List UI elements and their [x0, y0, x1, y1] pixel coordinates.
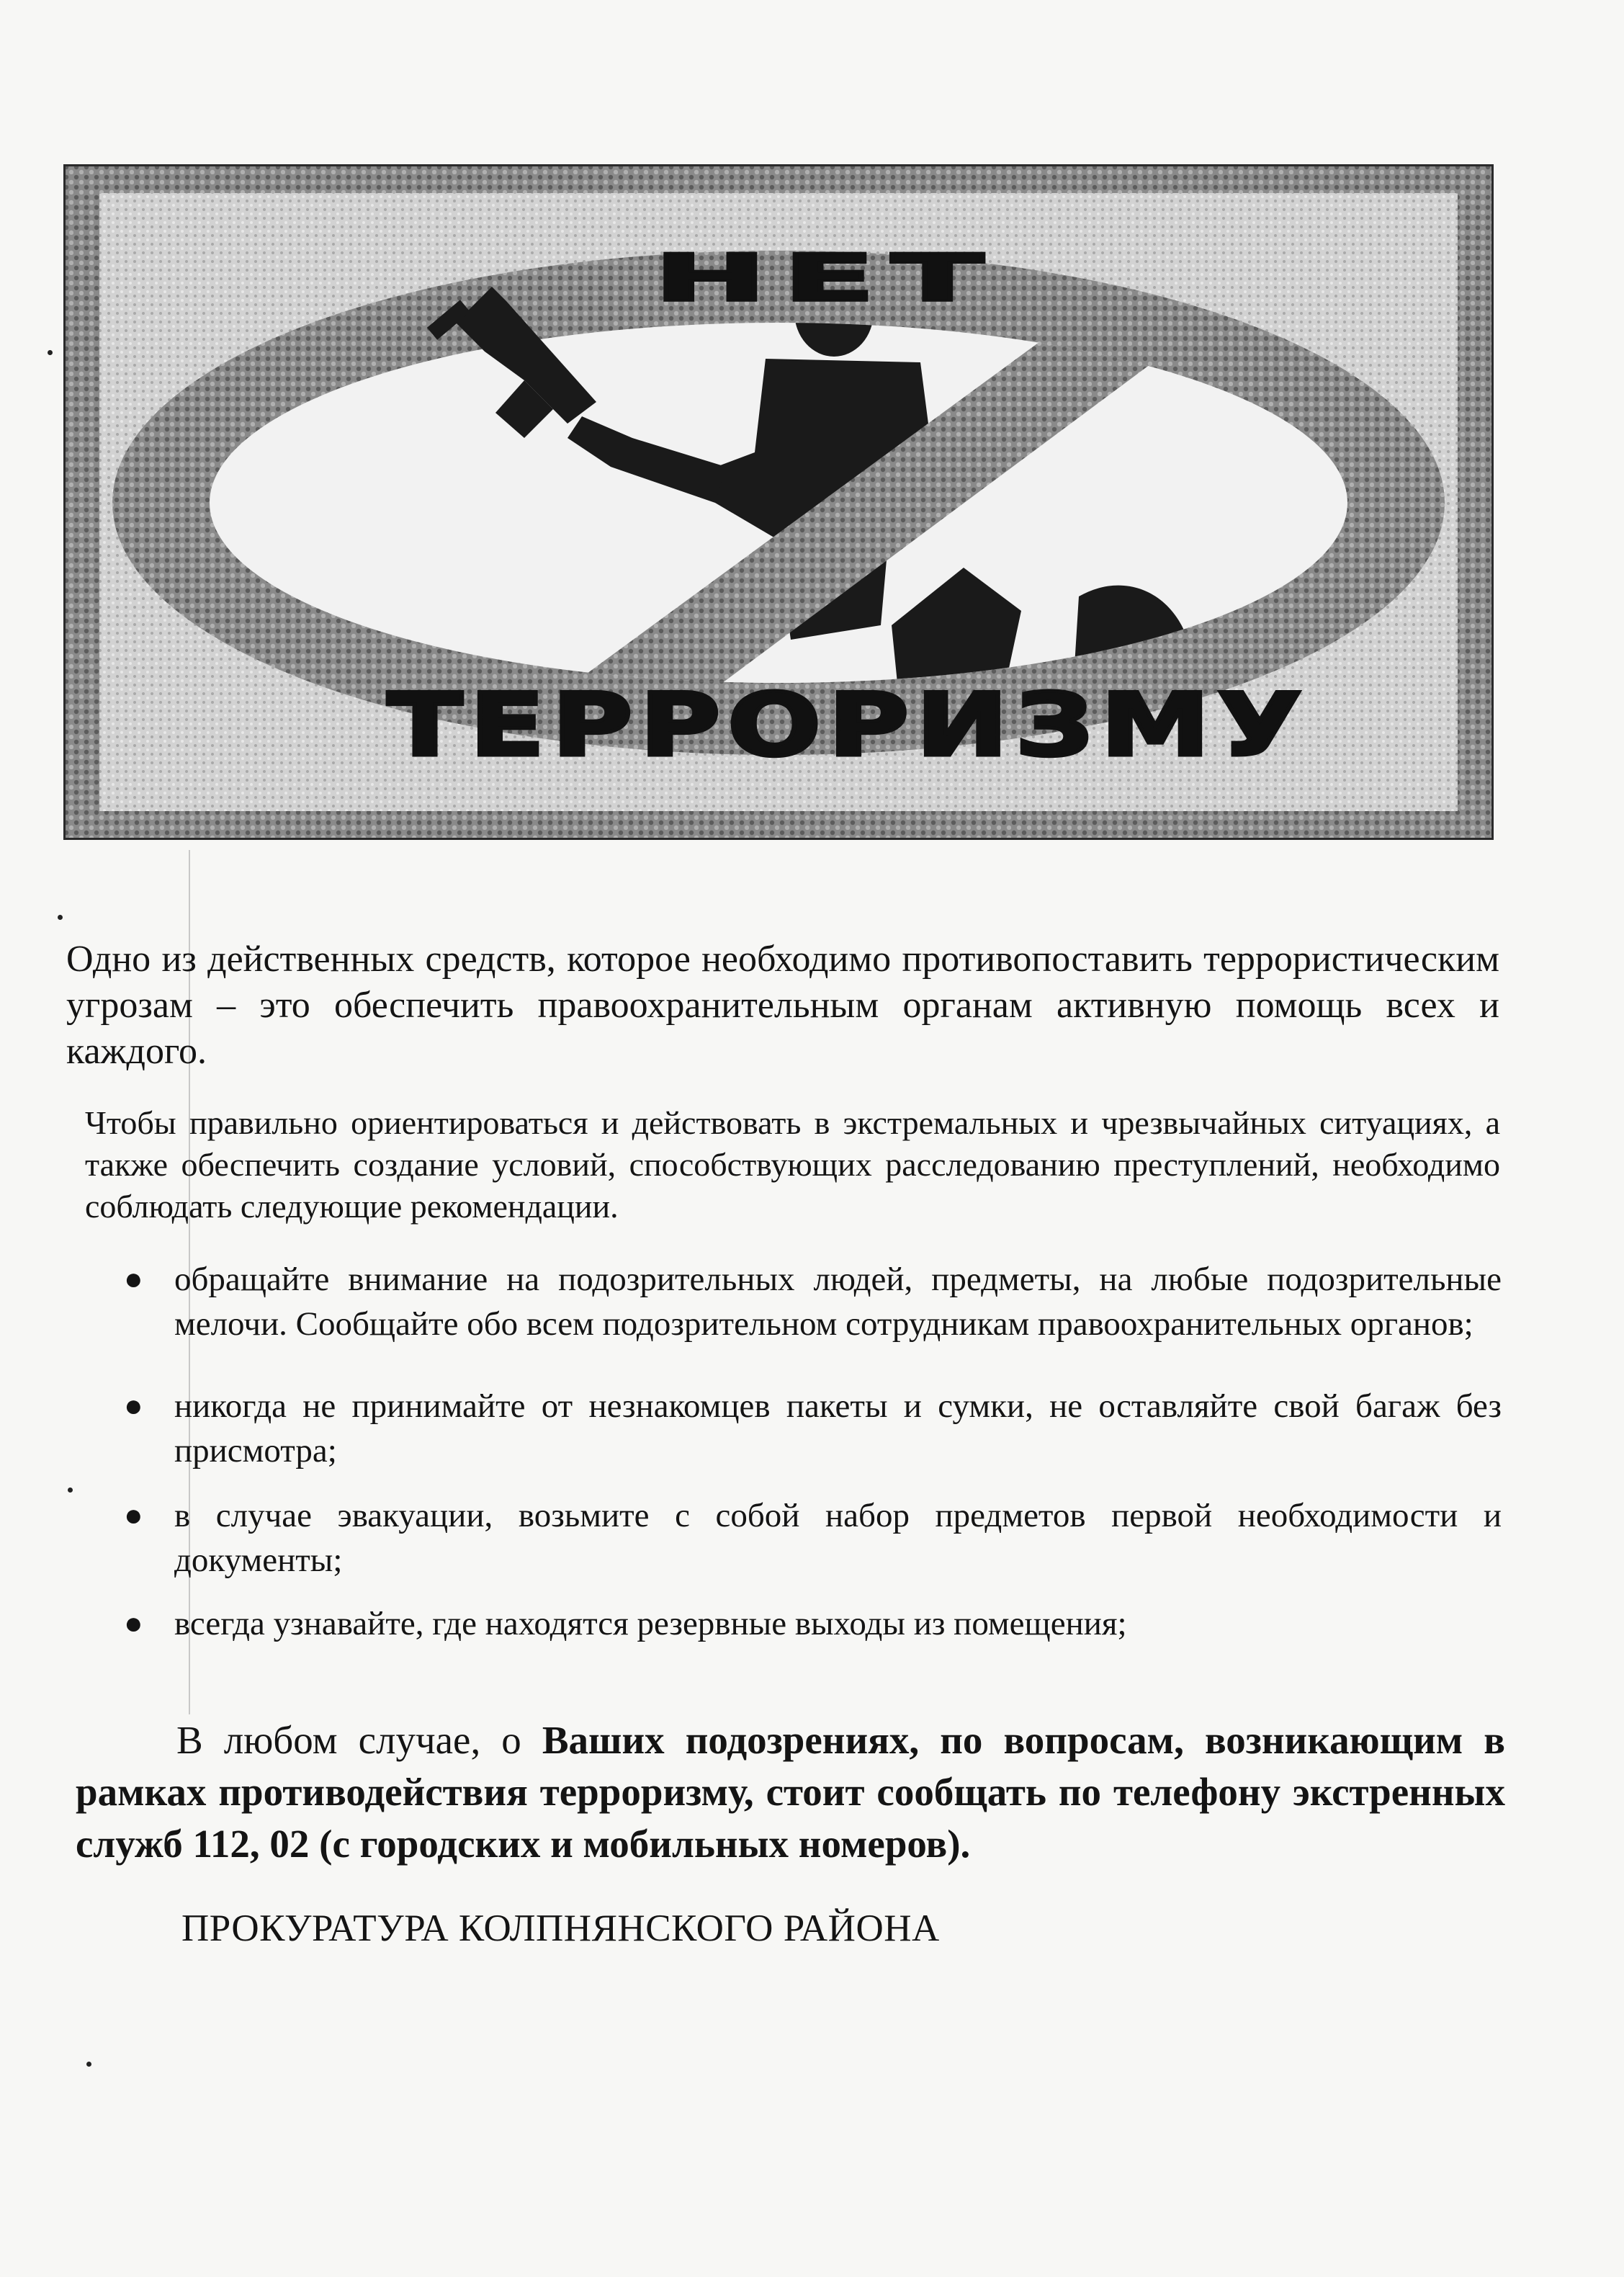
- bullet-icon: ●: [124, 1261, 143, 1297]
- signature: ПРОКУРАТУРА КОЛПНЯНСКОГО РАЙОНА: [181, 1907, 940, 1949]
- closing-emphasis: Ваших подозрениях, по вопросам, возникающим в рамках противодействия терроризму, стоит сообщать по телефону экстренных служб 112, 02 (с городских и мобильных номеров).: [76, 1718, 1505, 1866]
- bullet-icon: ●: [124, 1606, 143, 1641]
- scan-speck: [86, 2062, 91, 2067]
- scan-speck: [48, 350, 53, 355]
- closing-prefix: В любом случае, о: [176, 1718, 542, 1762]
- list-item: [108, 1257, 1502, 1346]
- list-item-text: всегда узнавайте, где находятся резервные выходы из помещения;: [174, 1605, 1127, 1642]
- lead-paragraph: Чтобы правильно ориентироваться и действовать в экстремальных и чрезвычайных ситуациях, а также обеспечить создание условий, способствующих расследованию преступлений, необходимо соблюдать следующие рекомендации.: [85, 1104, 1500, 1225]
- list-item: [108, 1601, 1502, 1646]
- recommendations-list: [108, 1257, 1502, 1646]
- scan-speck: [68, 1488, 73, 1493]
- poster-title-top: НЕТ: [653, 240, 1000, 316]
- list-item-text: в случае эвакуации, возьмите с собой набор предметов первой необходимости и документы;: [174, 1497, 1502, 1579]
- bullet-icon: ●: [124, 1498, 143, 1533]
- list-item-text: обращайте внимание на подозрительных людей, предметы, на любые подозрительные мелочи. Сообщайте обо всем подозрительном сотрудникам правоохранительных органов;: [174, 1261, 1502, 1343]
- bullet-icon: ●: [124, 1388, 143, 1423]
- list-item-text: никогда не принимайте от незнакомцев пакеты и сумки, не оставляйте свой багаж без присмотра;: [174, 1387, 1502, 1469]
- intro-paragraph: Одно из действенных средств, которое необходимо противопоставить террористическим угрозам – это обеспечить правоохранительным органам активную помощь всех и каждого.: [66, 939, 1499, 1072]
- anti-terrorism-poster: [63, 164, 1494, 840]
- closing-paragraph: [76, 1714, 1505, 1870]
- poster-title-bottom: ТЕРРОРИЗМУ: [387, 676, 1309, 776]
- list-item: [108, 1384, 1502, 1473]
- scan-speck: [58, 915, 63, 920]
- list-item: [108, 1493, 1502, 1583]
